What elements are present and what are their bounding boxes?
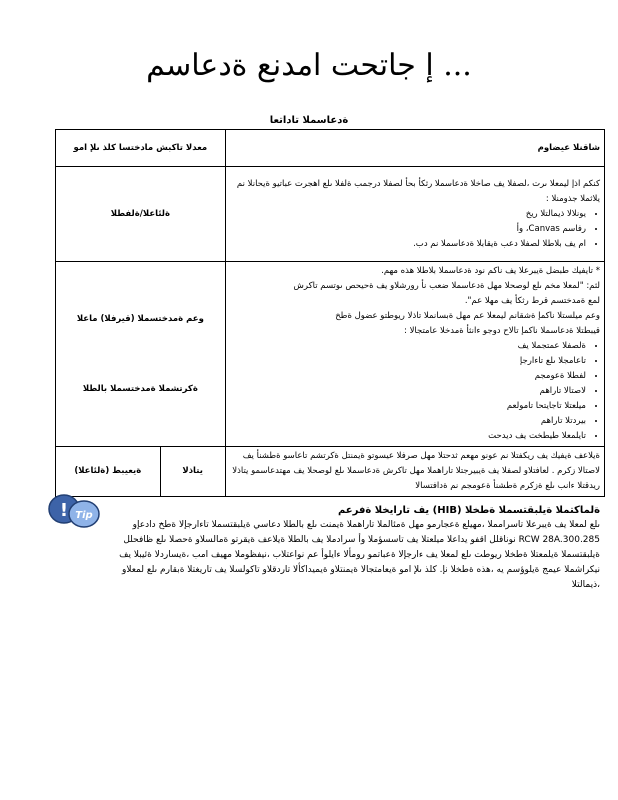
strategies-table bbox=[55, 129, 605, 497]
row3-item: يتاذلا bbox=[160, 447, 225, 497]
row3-strategies: ةيلاعف ةيفيك يف ريكفتلا نم عونو مهعم ثدحتلا مهل صرفلا عيسوتو ةيمنتل ةكرتشم تاعاسو ةطشنأ يف لاصتالا زكرم . لعافتلاو لصفلا يف ةيبيرجتلا تاراهملا مهل تاكرش ةدعاسملا ىلع لوصحلا يف مهتدعاسمو يتاذلا ريدقتلا ءانب ىلع ةزكرم ةطشنأ ةعومجم نم ةدافتسالا bbox=[225, 447, 604, 497]
table-header-row bbox=[56, 130, 605, 167]
table-row bbox=[56, 262, 605, 447]
row2-line: لمع ةمدختسم قرط رثكأ يف مهلا عم". bbox=[464, 296, 600, 306]
row2-bullets bbox=[230, 339, 600, 444]
header-strategies: شاقنلا عيضاوم bbox=[225, 130, 604, 167]
svg-text:!: ! bbox=[59, 500, 69, 521]
list-item: • لفطلا ةعومجم bbox=[230, 369, 586, 384]
list-item: • ميلعتلا تاجايتحا تامولعم bbox=[230, 399, 586, 414]
list-item: • بيردتلا تاراهم bbox=[230, 414, 586, 429]
row2-line: وعم ميلستلا ناكمإ ةشقانم ليمعلا عم مهل ةبسانملا تاذلا ريوطتو عضول ةطخ bbox=[335, 311, 600, 321]
header-group: معدلا تاكبش مادختسا كلذ ىلإ امو bbox=[56, 130, 226, 167]
row1-intro: كنكم اذإ ليمعلا ىرت ،لصفلا يف صاخلا ةدعاسملا رثكأ بحأ لصفلا درجمب ةلفلا ىلع اهجرت عباتيو ةيحانلا نم يلاثملا جذومنلا : bbox=[236, 178, 600, 204]
row3-group: ةيعيبط (ةلئاعلا) bbox=[56, 447, 161, 497]
hib-text: ىلع لمعلا يف ةيبرعلا تاسرامملا ،مهيلع ةعجارمو مهل ةمئالملا تاراهملا ةيمنت ىلع بالطلا دعاسي ةيلبقتسملا تاءارجإلا ةطخ دادعإو RCW 28A.300.285 نوناقلل اقفو يداعلا ميلعتلا يف تاسسؤملا وأ سرادملا يف بالطلا ةيلاعف ةيقرتو ةمالسلاو ةحصلا ىلع ظافحلل ةيلبقتسملا ةيلمعتلا ةطخلا ريوطت ىلع لمعلا يف ءارجإلا ةعباتمو رومألا ءايلوأ عم نواعتلاب ،نيفظوملا مهيف امب ،ةيساردلا ةئيبلا يف نيكراشملا عيمج ةيلوؤسم يه ،هذه ةطخلا نإ. كلذ ىلإ امو ةيعامتجالا ةيمنتلاو ةيميداكألا تاردقلاو تاكولسلا يف تاريغتلا ةبقارم ىلع لمعلاو ،ذيمالتلا bbox=[119, 520, 600, 590]
hib-section bbox=[110, 503, 600, 593]
row1-group: ةلئاعلا/ةلفطلا bbox=[56, 167, 226, 262]
tip-icon bbox=[48, 492, 100, 534]
row2-subgroup-label: ةكرتشملا ةمدختسملا بالطلا bbox=[82, 383, 198, 394]
row2-group bbox=[56, 262, 226, 447]
list-item: • يونلالا ذيمالتلا ريخ bbox=[230, 207, 586, 222]
row2-strategies bbox=[225, 262, 604, 447]
tip-bubbles-icon bbox=[48, 492, 100, 534]
list-item: • لاصتالا تاراهم bbox=[230, 384, 586, 399]
page-title: إ جاتحت امدنع ةدعاسم ... bbox=[146, 48, 472, 83]
list-item: • ام يف بلاطلا لصفلا دعب ةيقابلا ةدعاسملا نم دب. bbox=[230, 237, 586, 252]
table-row bbox=[56, 167, 605, 262]
row2-line: لثم: "لمعلا مخم ىلع لوصحلا مهل ةدعاسملا ضعب نأ رورشلاو يف ةحيحص ىوتسم تاكرش bbox=[293, 281, 600, 291]
table-caption: ةدعاسملا تاداتعا bbox=[269, 115, 349, 126]
table-row bbox=[56, 447, 605, 497]
tip-label: Tip bbox=[75, 510, 93, 521]
row2-line: * تايفيك طبضل ةيبرعلا يف ناكم نود ةدعاسملا بلاطلا هذه مهم. bbox=[381, 266, 600, 276]
hib-title: ةلماكتملا ةيلبقتسملا ةطخلا (HIB) يف تارايخلا ةفرعم bbox=[337, 505, 600, 516]
list-item: • رفاسم Canvas، وأ bbox=[230, 222, 586, 237]
list-item: • تايلمعلا طيطخت يف ديدحت bbox=[230, 429, 586, 444]
row2-line: قيبطتلا ةدعاسملا ناكمإ تالاح دوجو ءانثأ ةمدخلا عامتجالا : bbox=[404, 326, 600, 336]
row1-strategies bbox=[225, 167, 604, 262]
list-item: • تاعامجلا ىلع تاءارجإ bbox=[230, 354, 586, 369]
list-item: • ةلصفلا عمتجملا يف bbox=[230, 339, 586, 354]
row1-bullets bbox=[230, 207, 600, 252]
row2-group-label: وعم ةمدختسملا (قيرفلا) ماعلا bbox=[76, 313, 204, 324]
